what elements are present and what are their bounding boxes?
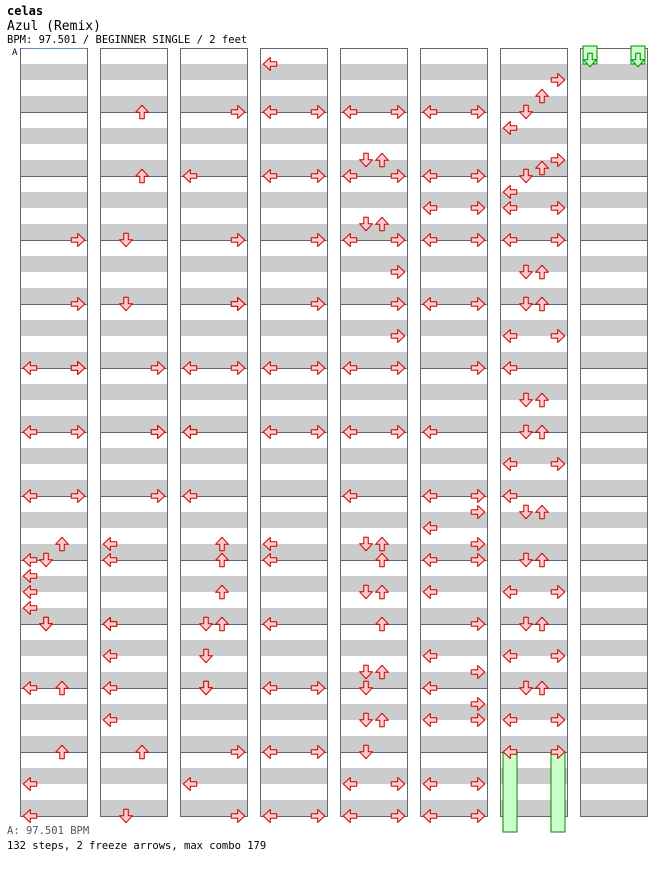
beat-stripe [340, 704, 408, 720]
beat-stripe [260, 192, 328, 208]
beat-stripe [340, 512, 408, 528]
song-author: celas [7, 4, 44, 18]
beat-stripe [420, 256, 488, 272]
beat-stripe [260, 576, 328, 592]
beat-stripe [580, 256, 648, 272]
beat-stripe [180, 640, 248, 656]
beat-stripe [420, 128, 488, 144]
beat-stripe [20, 736, 88, 752]
beat-stripe [580, 672, 648, 688]
beat-stripe [100, 768, 168, 784]
beat-stripe [260, 512, 328, 528]
beat-stripe [100, 288, 168, 304]
chart-meta-line: BPM: 97.501 / BEGINNER SINGLE / 2 feet [7, 34, 248, 46]
beat-stripe [500, 544, 568, 560]
beat-stripe [580, 128, 648, 144]
beat-stripe [180, 320, 248, 336]
beat-stripe [260, 256, 328, 272]
beat-stripe [420, 448, 488, 464]
beat-stripe [580, 608, 648, 624]
beat-stripe [500, 288, 568, 304]
beat-stripe [580, 224, 648, 240]
freeze-hold-bar [551, 752, 565, 832]
beat-stripe [420, 736, 488, 752]
beat-stripe [20, 704, 88, 720]
beat-stripe [580, 768, 648, 784]
beat-stripe [580, 448, 648, 464]
beat-stripe [260, 128, 328, 144]
beat-stripe [420, 64, 488, 80]
beat-stripe [580, 736, 648, 752]
beat-stripe [180, 576, 248, 592]
beat-stripe [20, 96, 88, 112]
beat-stripe [100, 192, 168, 208]
beat-stripe [20, 512, 88, 528]
beat-stripe [340, 672, 408, 688]
beat-stripe [180, 128, 248, 144]
beat-stripe [100, 800, 168, 816]
beat-stripe [260, 704, 328, 720]
beat-stripe [180, 192, 248, 208]
beat-stripe [340, 544, 408, 560]
bpm-marker: A [12, 48, 18, 58]
beat-stripe [260, 320, 328, 336]
beat-stripe [180, 384, 248, 400]
beat-stripe [260, 640, 328, 656]
beat-stripe [340, 608, 408, 624]
beat-stripe [180, 608, 248, 624]
beat-stripe [580, 544, 648, 560]
beat-stripe [500, 512, 568, 528]
beat-stripe [580, 416, 648, 432]
beat-stripe [580, 800, 648, 816]
freeze-hold-bar [503, 752, 517, 832]
beat-stripe [20, 640, 88, 656]
beat-stripe [580, 576, 648, 592]
beat-stripe [180, 512, 248, 528]
beat-stripe [100, 512, 168, 528]
beat-stripe [20, 256, 88, 272]
beat-stripe [260, 480, 328, 496]
beat-stripe [340, 384, 408, 400]
beat-stripe [20, 128, 88, 144]
beat-stripe [20, 192, 88, 208]
beat-stripe [260, 384, 328, 400]
song-title: Azul (Remix) [7, 19, 101, 34]
beat-stripe [420, 384, 488, 400]
beat-stripe [180, 544, 248, 560]
beat-stripe [580, 512, 648, 528]
beat-stripe [580, 288, 648, 304]
beat-stripe [180, 448, 248, 464]
beat-stripe [500, 672, 568, 688]
beat-stripe [180, 256, 248, 272]
beat-stripe [500, 608, 568, 624]
beat-stripe [100, 736, 168, 752]
beat-stripe [100, 64, 168, 80]
beat-stripe [20, 448, 88, 464]
beat-stripe [340, 736, 408, 752]
footer-step-stats: 132 steps, 2 freeze arrows, max combo 179 [7, 840, 267, 852]
beat-stripe [260, 448, 328, 464]
beat-stripe [100, 128, 168, 144]
beat-stripe [100, 96, 168, 112]
beat-stripe [500, 96, 568, 112]
beat-stripe [580, 160, 648, 176]
beat-stripe [100, 160, 168, 176]
chart-column [580, 48, 648, 817]
beat-stripe [340, 192, 408, 208]
beat-stripe [340, 576, 408, 592]
beat-stripe [100, 448, 168, 464]
footer-bpm-note: A: 97.501 BPM [7, 825, 90, 837]
beat-stripe [20, 384, 88, 400]
beat-stripe [580, 192, 648, 208]
beat-stripe [100, 576, 168, 592]
beat-stripe [100, 320, 168, 336]
beat-stripe [420, 320, 488, 336]
beat-stripe [100, 384, 168, 400]
beat-stripe [580, 320, 648, 336]
beat-stripe [340, 128, 408, 144]
beat-stripe [580, 352, 648, 368]
beat-stripe [100, 256, 168, 272]
beat-stripe [580, 640, 648, 656]
beat-stripe [500, 416, 568, 432]
beat-stripe [340, 640, 408, 656]
beat-stripe [180, 64, 248, 80]
beat-stripe [180, 672, 248, 688]
beat-stripe [580, 704, 648, 720]
beat-stripe [580, 384, 648, 400]
beat-stripe [500, 256, 568, 272]
beat-stripe [260, 768, 328, 784]
beat-stripe [340, 448, 408, 464]
beat-stripe [20, 160, 88, 176]
beat-stripe [20, 64, 88, 80]
beat-stripe [100, 224, 168, 240]
beat-stripe [500, 384, 568, 400]
beat-stripe [340, 64, 408, 80]
beat-stripe [180, 704, 248, 720]
beat-stripe [20, 320, 88, 336]
beat-stripe [580, 96, 648, 112]
beat-stripe [580, 480, 648, 496]
